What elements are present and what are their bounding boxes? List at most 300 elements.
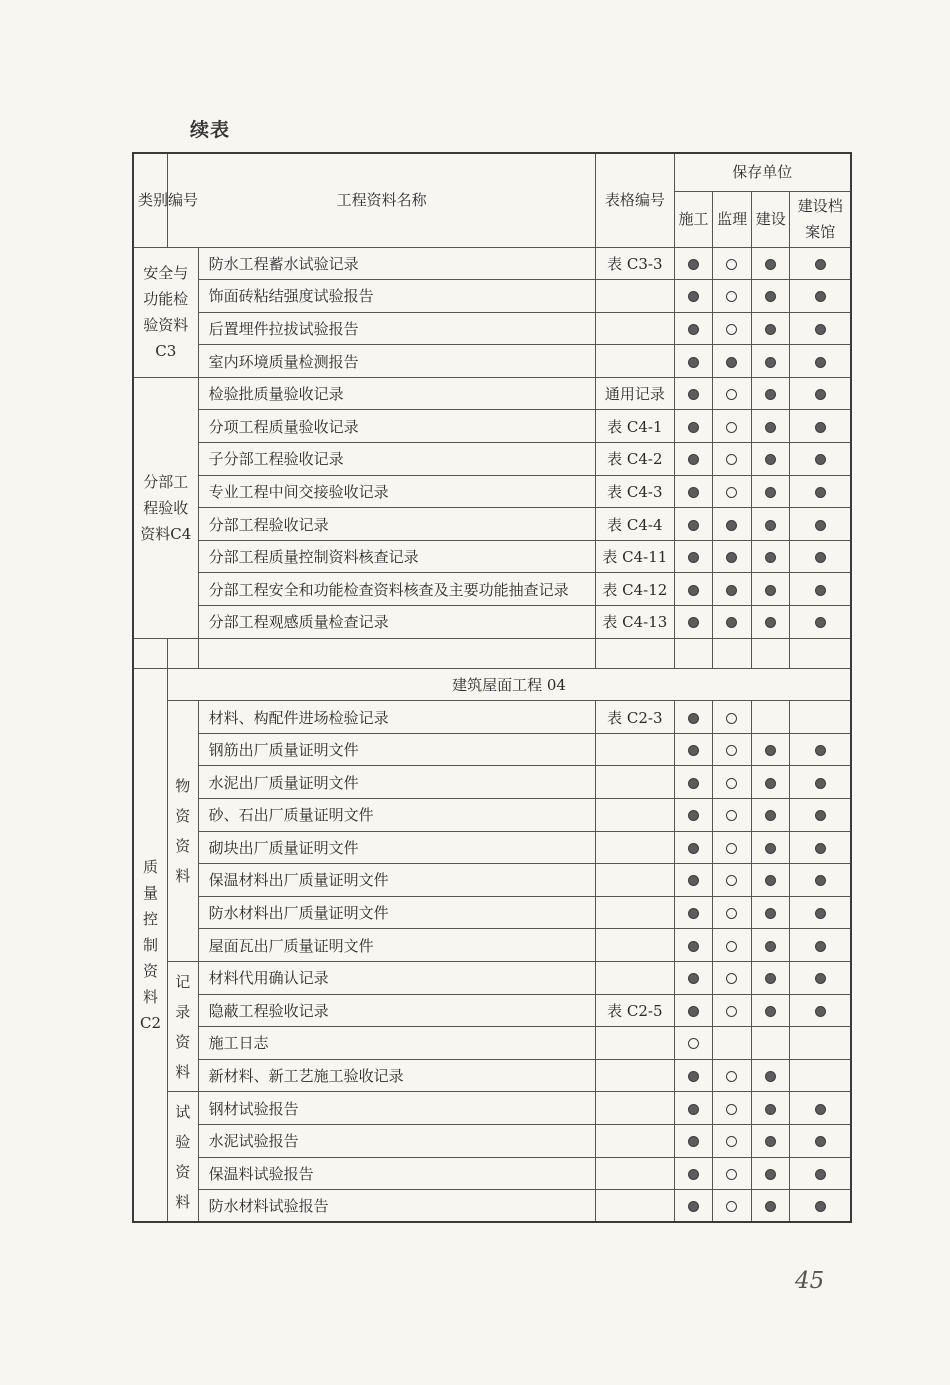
- record-name: 分部工程安全和功能检查资料核查及主要功能抽查记录: [198, 573, 596, 606]
- filled-circle-icon: [765, 454, 776, 465]
- record-name: 材料代用确认记录: [198, 961, 596, 994]
- subcategory-label: 物资资料: [168, 701, 199, 962]
- storage-mark-cell: [713, 410, 752, 443]
- table-row: [133, 312, 851, 345]
- storage-mark-cell: [790, 1157, 851, 1190]
- hollow-circle-icon: [726, 1104, 737, 1115]
- storage-mark-cell: [713, 1027, 752, 1060]
- header-category: 类别编号: [133, 153, 168, 247]
- filled-circle-icon: [815, 291, 826, 302]
- storage-mark-cell: [674, 573, 713, 606]
- storage-mark-cell: [790, 766, 851, 799]
- form-code: 通用记录: [596, 377, 674, 410]
- hollow-circle-icon: [726, 1071, 737, 1082]
- filled-circle-icon: [765, 941, 776, 952]
- filled-circle-icon: [815, 389, 826, 400]
- storage-mark-cell: [713, 961, 752, 994]
- hollow-circle-icon: [726, 973, 737, 984]
- filled-circle-icon: [815, 941, 826, 952]
- filled-circle-icon: [688, 324, 699, 335]
- filled-circle-icon: [765, 422, 776, 433]
- filled-circle-icon: [765, 1201, 776, 1212]
- hollow-circle-icon: [726, 487, 737, 498]
- filled-circle-icon: [815, 520, 826, 531]
- table-row: [133, 961, 851, 994]
- storage-mark-cell: [751, 831, 790, 864]
- table-row: [133, 540, 851, 573]
- filled-circle-icon: [765, 291, 776, 302]
- table-body: [133, 247, 851, 1222]
- record-name: 钢材试验报告: [198, 1092, 596, 1125]
- record-name: 分部工程质量控制资料核查记录: [198, 540, 596, 573]
- filled-circle-icon: [765, 259, 776, 270]
- table-row: [133, 994, 851, 1027]
- record-name: 保温料试验报告: [198, 1157, 596, 1190]
- filled-circle-icon: [765, 778, 776, 789]
- storage-mark-cell: [713, 540, 752, 573]
- form-code: [596, 1059, 674, 1092]
- storage-mark-cell: [790, 929, 851, 962]
- storage-mark-cell: [713, 1059, 752, 1092]
- filled-circle-icon: [688, 908, 699, 919]
- table-row: [133, 896, 851, 929]
- header-col-archive: 建设档案馆: [790, 191, 851, 247]
- hollow-circle-icon: [726, 745, 737, 756]
- blank-cell: [168, 638, 199, 668]
- storage-mark-cell: [674, 799, 713, 832]
- filled-circle-icon: [688, 1201, 699, 1212]
- section-title: 建筑屋面工程 04: [168, 668, 851, 701]
- record-name: 防水材料试验报告: [198, 1190, 596, 1223]
- filled-circle-icon: [688, 585, 699, 596]
- hollow-circle-icon: [726, 810, 737, 821]
- storage-mark-cell: [713, 508, 752, 541]
- storage-mark-cell: [713, 1124, 752, 1157]
- form-code: 表 C4-11: [596, 540, 674, 573]
- storage-mark-cell: [713, 1190, 752, 1223]
- filled-circle-icon: [815, 357, 826, 368]
- storage-mark-cell: [674, 508, 713, 541]
- filled-circle-icon: [765, 324, 776, 335]
- table-row: [133, 799, 851, 832]
- filled-circle-icon: [815, 259, 826, 270]
- form-code: [596, 1027, 674, 1060]
- filled-circle-icon: [688, 1104, 699, 1115]
- table-row: [133, 1059, 851, 1092]
- table-row: [133, 1124, 851, 1157]
- form-code: 表 C4-2: [596, 443, 674, 476]
- header-col-supervision: 监理: [713, 191, 752, 247]
- form-code: [596, 1157, 674, 1190]
- hollow-circle-icon: [688, 1038, 699, 1049]
- hollow-circle-icon: [726, 778, 737, 789]
- form-code: [596, 1124, 674, 1157]
- filled-circle-icon: [765, 389, 776, 400]
- table-row: [133, 1027, 851, 1060]
- table-row: [133, 733, 851, 766]
- table-row: [133, 573, 851, 606]
- filled-circle-icon: [765, 552, 776, 563]
- storage-mark-cell: [790, 312, 851, 345]
- storage-mark-cell: [790, 799, 851, 832]
- filled-circle-icon: [765, 487, 776, 498]
- filled-circle-icon: [765, 1071, 776, 1082]
- filled-circle-icon: [688, 357, 699, 368]
- subcategory-label: 试验资料: [168, 1092, 199, 1222]
- storage-mark-cell: [674, 1190, 713, 1223]
- record-name: 后置埋件拉拔试验报告: [198, 312, 596, 345]
- filled-circle-icon: [815, 1169, 826, 1180]
- storage-mark-cell: [674, 1059, 713, 1092]
- filled-circle-icon: [815, 552, 826, 563]
- storage-mark-cell: [751, 573, 790, 606]
- hollow-circle-icon: [726, 941, 737, 952]
- storage-mark-cell: [751, 994, 790, 1027]
- storage-mark-cell: [674, 733, 713, 766]
- storage-mark-cell: [790, 540, 851, 573]
- storage-mark-cell: [713, 377, 752, 410]
- storage-mark-cell: [674, 1124, 713, 1157]
- header-col-owner: 建设: [751, 191, 790, 247]
- storage-mark-cell: [713, 443, 752, 476]
- storage-mark-cell: [790, 961, 851, 994]
- form-code: [596, 280, 674, 313]
- record-name: 屋面瓦出厂质量证明文件: [198, 929, 596, 962]
- record-name: 防水材料出厂质量证明文件: [198, 896, 596, 929]
- table-row: [133, 377, 851, 410]
- table-row: [133, 345, 851, 378]
- form-code: 表 C4-13: [596, 606, 674, 639]
- storage-mark-cell: [790, 896, 851, 929]
- record-name: 新材料、新工艺施工验收记录: [198, 1059, 596, 1092]
- form-code: [596, 766, 674, 799]
- storage-mark-cell: [790, 1092, 851, 1125]
- storage-mark-cell: [674, 1027, 713, 1060]
- form-code: 表 C4-4: [596, 508, 674, 541]
- archive-storage-table: [132, 152, 852, 1223]
- storage-mark-cell: [751, 1157, 790, 1190]
- filled-circle-icon: [815, 1136, 826, 1147]
- blank-cell: [713, 638, 752, 668]
- storage-mark-cell: [713, 247, 752, 280]
- storage-mark-cell: [751, 410, 790, 443]
- hollow-circle-icon: [726, 843, 737, 854]
- form-code: [596, 1190, 674, 1223]
- storage-mark-cell: [713, 994, 752, 1027]
- filled-circle-icon: [688, 941, 699, 952]
- filled-circle-icon: [765, 810, 776, 821]
- storage-mark-cell: [674, 994, 713, 1027]
- section-title-row: [133, 668, 851, 701]
- storage-mark-cell: [751, 247, 790, 280]
- hollow-circle-icon: [726, 1169, 737, 1180]
- storage-mark-cell: [751, 312, 790, 345]
- record-name: 保温材料出厂质量证明文件: [198, 864, 596, 897]
- blank-row: [133, 638, 851, 668]
- blank-cell: [198, 638, 596, 668]
- form-code: [596, 831, 674, 864]
- hollow-circle-icon: [726, 908, 737, 919]
- form-code: [596, 345, 674, 378]
- storage-mark-cell: [751, 896, 790, 929]
- record-name: 检验批质量验收记录: [198, 377, 596, 410]
- storage-mark-cell: [674, 345, 713, 378]
- storage-mark-cell: [790, 606, 851, 639]
- storage-mark-cell: [790, 701, 851, 734]
- filled-circle-icon: [815, 422, 826, 433]
- hollow-circle-icon: [726, 1006, 737, 1017]
- record-name: 施工日志: [198, 1027, 596, 1060]
- storage-mark-cell: [674, 961, 713, 994]
- storage-mark-cell: [674, 864, 713, 897]
- record-name: 砌块出厂质量证明文件: [198, 831, 596, 864]
- filled-circle-icon: [726, 617, 737, 628]
- filled-circle-icon: [765, 745, 776, 756]
- table-row: [133, 831, 851, 864]
- header-col-construction: 施工: [674, 191, 713, 247]
- table-row: [133, 1092, 851, 1125]
- record-name: 水泥出厂质量证明文件: [198, 766, 596, 799]
- form-code: [596, 312, 674, 345]
- storage-mark-cell: [674, 606, 713, 639]
- filled-circle-icon: [765, 973, 776, 984]
- storage-mark-cell: [751, 443, 790, 476]
- category-label: 分部工程验收资料C4: [133, 377, 198, 638]
- record-name: 防水工程蓄水试验记录: [198, 247, 596, 280]
- category-label: 安全与功能检验资料C3: [133, 247, 198, 377]
- filled-circle-icon: [688, 973, 699, 984]
- storage-mark-cell: [751, 606, 790, 639]
- storage-mark-cell: [751, 1027, 790, 1060]
- record-name: 专业工程中间交接验收记录: [198, 475, 596, 508]
- record-name: 钢筋出厂质量证明文件: [198, 733, 596, 766]
- record-name: 水泥试验报告: [198, 1124, 596, 1157]
- form-code: 表 C3-3: [596, 247, 674, 280]
- filled-circle-icon: [765, 520, 776, 531]
- filled-circle-icon: [688, 617, 699, 628]
- form-code: [596, 929, 674, 962]
- storage-mark-cell: [790, 1124, 851, 1157]
- blank-cell: [674, 638, 713, 668]
- record-name: 隐蔽工程验收记录: [198, 994, 596, 1027]
- storage-mark-cell: [790, 508, 851, 541]
- storage-mark-cell: [674, 831, 713, 864]
- storage-mark-cell: [751, 508, 790, 541]
- storage-mark-cell: [751, 961, 790, 994]
- storage-mark-cell: [713, 573, 752, 606]
- storage-mark-cell: [790, 864, 851, 897]
- filled-circle-icon: [765, 617, 776, 628]
- filled-circle-icon: [688, 1169, 699, 1180]
- storage-mark-cell: [751, 864, 790, 897]
- filled-circle-icon: [726, 357, 737, 368]
- table-row: [133, 508, 851, 541]
- filled-circle-icon: [815, 1006, 826, 1017]
- form-code: 表 C2-5: [596, 994, 674, 1027]
- hollow-circle-icon: [726, 291, 737, 302]
- category-label: 质量控制资料C2: [133, 668, 168, 1222]
- form-code: 表 C4-1: [596, 410, 674, 443]
- table-row: [133, 410, 851, 443]
- filled-circle-icon: [688, 778, 699, 789]
- filled-circle-icon: [688, 1136, 699, 1147]
- form-code: [596, 733, 674, 766]
- record-name: 子分部工程验收记录: [198, 443, 596, 476]
- filled-circle-icon: [688, 843, 699, 854]
- storage-mark-cell: [790, 345, 851, 378]
- storage-mark-cell: [713, 799, 752, 832]
- filled-circle-icon: [688, 389, 699, 400]
- filled-circle-icon: [815, 875, 826, 886]
- filled-circle-icon: [688, 875, 699, 886]
- storage-mark-cell: [751, 733, 790, 766]
- storage-mark-cell: [674, 377, 713, 410]
- record-name: 砂、石出厂质量证明文件: [198, 799, 596, 832]
- storage-mark-cell: [674, 475, 713, 508]
- table-row: [133, 1157, 851, 1190]
- header-form: 表格编号: [596, 153, 674, 247]
- filled-circle-icon: [815, 487, 826, 498]
- filled-circle-icon: [688, 291, 699, 302]
- filled-circle-icon: [815, 585, 826, 596]
- storage-mark-cell: [790, 994, 851, 1027]
- storage-mark-cell: [751, 345, 790, 378]
- storage-mark-cell: [674, 280, 713, 313]
- storage-mark-cell: [713, 896, 752, 929]
- storage-mark-cell: [790, 280, 851, 313]
- page-heading: 续表: [190, 119, 231, 141]
- page-number: 45: [795, 1268, 825, 1294]
- storage-mark-cell: [751, 1190, 790, 1223]
- hollow-circle-icon: [726, 422, 737, 433]
- filled-circle-icon: [765, 843, 776, 854]
- storage-mark-cell: [713, 1157, 752, 1190]
- storage-mark-cell: [713, 864, 752, 897]
- storage-mark-cell: [713, 929, 752, 962]
- record-name: 室内环境质量检测报告: [198, 345, 596, 378]
- storage-mark-cell: [713, 312, 752, 345]
- table-row: [133, 929, 851, 962]
- filled-circle-icon: [815, 454, 826, 465]
- storage-mark-cell: [674, 247, 713, 280]
- storage-mark-cell: [751, 799, 790, 832]
- filled-circle-icon: [726, 520, 737, 531]
- form-code: [596, 864, 674, 897]
- filled-circle-icon: [815, 778, 826, 789]
- storage-mark-cell: [674, 1157, 713, 1190]
- filled-circle-icon: [688, 745, 699, 756]
- hollow-circle-icon: [726, 1201, 737, 1212]
- form-code: [596, 896, 674, 929]
- storage-mark-cell: [790, 1059, 851, 1092]
- header-storage: 保存单位: [674, 153, 851, 191]
- filled-circle-icon: [765, 1104, 776, 1115]
- storage-mark-cell: [751, 1124, 790, 1157]
- storage-mark-cell: [713, 831, 752, 864]
- filled-circle-icon: [765, 1136, 776, 1147]
- filled-circle-icon: [688, 520, 699, 531]
- filled-circle-icon: [765, 875, 776, 886]
- table-row: [133, 864, 851, 897]
- table-row: [133, 606, 851, 639]
- form-code: 表 C4-3: [596, 475, 674, 508]
- filled-circle-icon: [688, 1071, 699, 1082]
- filled-circle-icon: [726, 552, 737, 563]
- storage-mark-cell: [790, 573, 851, 606]
- storage-mark-cell: [674, 540, 713, 573]
- hollow-circle-icon: [726, 389, 737, 400]
- filled-circle-icon: [815, 1104, 826, 1115]
- form-code: 表 C2-3: [596, 701, 674, 734]
- table-row: [133, 1190, 851, 1223]
- hollow-circle-icon: [726, 454, 737, 465]
- storage-mark-cell: [790, 1190, 851, 1223]
- record-name: 饰面砖粘结强度试验报告: [198, 280, 596, 313]
- filled-circle-icon: [688, 422, 699, 433]
- hollow-circle-icon: [726, 713, 737, 724]
- form-code: 表 C4-12: [596, 573, 674, 606]
- hollow-circle-icon: [726, 875, 737, 886]
- filled-circle-icon: [815, 973, 826, 984]
- filled-circle-icon: [765, 1169, 776, 1180]
- storage-mark-cell: [713, 1092, 752, 1125]
- record-name: 分部工程验收记录: [198, 508, 596, 541]
- filled-circle-icon: [765, 357, 776, 368]
- storage-mark-cell: [751, 280, 790, 313]
- table-row: [133, 475, 851, 508]
- table-row: [133, 280, 851, 313]
- filled-circle-icon: [688, 713, 699, 724]
- filled-circle-icon: [688, 454, 699, 465]
- filled-circle-icon: [765, 1006, 776, 1017]
- filled-circle-icon: [815, 843, 826, 854]
- blank-cell: [751, 638, 790, 668]
- storage-mark-cell: [790, 475, 851, 508]
- storage-mark-cell: [751, 701, 790, 734]
- storage-mark-cell: [751, 766, 790, 799]
- hollow-circle-icon: [726, 324, 737, 335]
- blank-cell: [790, 638, 851, 668]
- storage-mark-cell: [713, 606, 752, 639]
- storage-mark-cell: [674, 410, 713, 443]
- storage-mark-cell: [751, 475, 790, 508]
- storage-mark-cell: [713, 701, 752, 734]
- filled-circle-icon: [726, 585, 737, 596]
- table-row: [133, 701, 851, 734]
- storage-mark-cell: [790, 1027, 851, 1060]
- form-code: [596, 799, 674, 832]
- table-row: [133, 247, 851, 280]
- storage-mark-cell: [790, 247, 851, 280]
- storage-mark-cell: [713, 733, 752, 766]
- storage-mark-cell: [751, 929, 790, 962]
- filled-circle-icon: [815, 1201, 826, 1212]
- storage-mark-cell: [713, 345, 752, 378]
- blank-cell: [133, 638, 168, 668]
- storage-mark-cell: [674, 896, 713, 929]
- storage-mark-cell: [790, 733, 851, 766]
- hollow-circle-icon: [726, 1136, 737, 1147]
- storage-mark-cell: [790, 831, 851, 864]
- filled-circle-icon: [765, 585, 776, 596]
- filled-circle-icon: [688, 1006, 699, 1017]
- blank-cell: [596, 638, 674, 668]
- storage-mark-cell: [674, 1092, 713, 1125]
- storage-mark-cell: [751, 540, 790, 573]
- table-row: [133, 443, 851, 476]
- storage-mark-cell: [751, 377, 790, 410]
- storage-mark-cell: [674, 701, 713, 734]
